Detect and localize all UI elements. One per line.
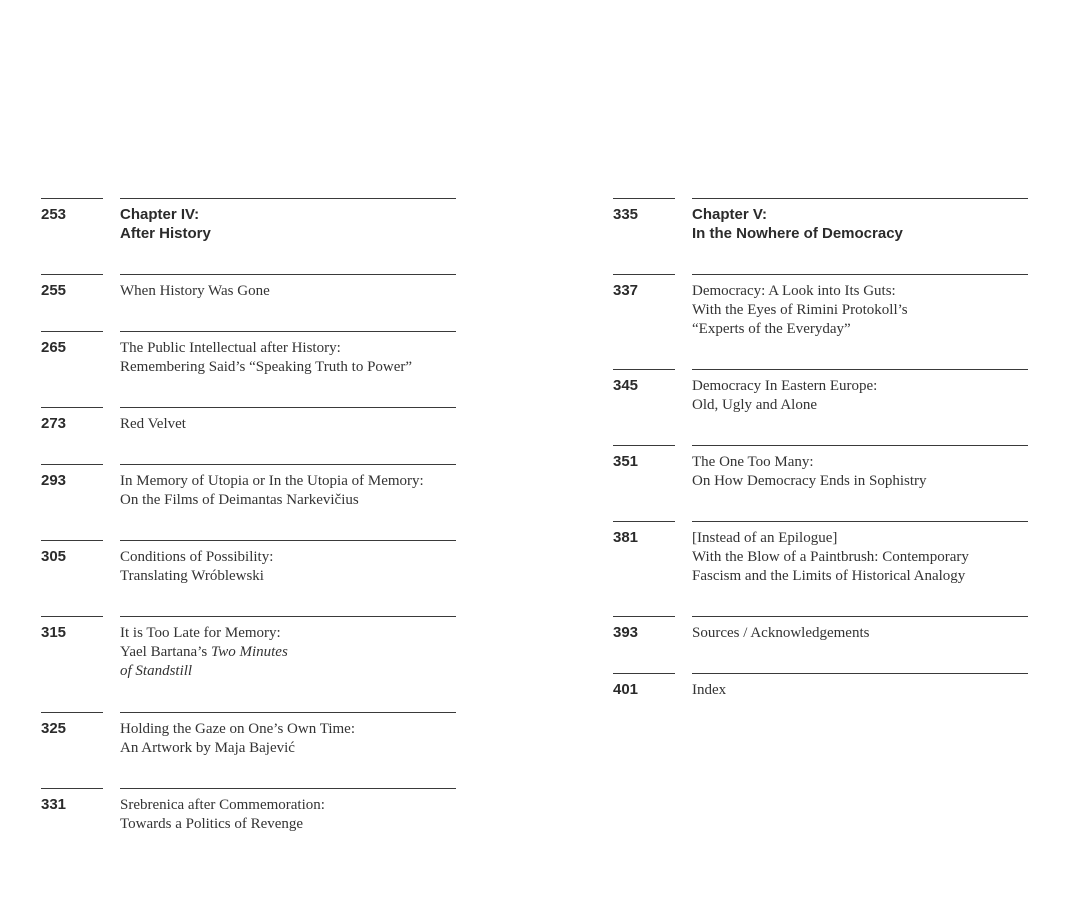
entry-title-line: An Artwork by Maja Bajević	[120, 740, 295, 756]
toc-entry[interactable]	[613, 521, 1028, 616]
chapter-iv-heading	[41, 198, 456, 274]
page-number: 325	[41, 712, 103, 738]
toc-entry[interactable]	[613, 274, 1028, 369]
entry-title-line: [Instead of an Epilogue]	[692, 530, 838, 546]
entry-title-line: When History Was Gone	[120, 283, 270, 299]
page-number: 345	[613, 369, 675, 395]
entry-title	[120, 464, 456, 510]
entry-title-line: Red Velvet	[120, 416, 186, 432]
entry-title	[692, 274, 1028, 339]
toc-entry[interactable]	[41, 616, 456, 712]
toc-entry[interactable]	[41, 274, 456, 331]
entry-title-line: Democracy In Eastern Europe:	[692, 378, 878, 394]
toc-entry[interactable]	[613, 369, 1028, 445]
page-number: 331	[41, 788, 103, 814]
entry-title-line: Index	[692, 682, 727, 698]
artwork-title: Two Minutes	[210, 644, 288, 660]
page-number: 305	[41, 540, 103, 566]
entry-title-line: Remembering Said’s “Speaking Truth to Power”	[120, 359, 413, 375]
entry-title-line: On the Films of Deimantas Narkevičius	[120, 492, 359, 508]
toc-entry[interactable]	[41, 407, 456, 464]
page-number: 335	[613, 198, 675, 224]
page-number: 265	[41, 331, 103, 357]
page-number: 255	[41, 274, 103, 300]
chapter-name: After History	[120, 225, 211, 242]
entry-title	[120, 540, 456, 586]
page-number: 393	[613, 616, 675, 642]
chapter-title	[692, 198, 1028, 243]
toc-entry[interactable]	[41, 540, 456, 616]
entry-title	[120, 712, 456, 758]
entry-title-line: On How Democracy Ends in Sophistry	[692, 473, 927, 489]
page-number: 253	[41, 198, 103, 224]
entry-title	[120, 274, 456, 301]
page-number: 401	[613, 673, 675, 699]
entry-title-line: In Memory of Utopia or In the Utopia of Memory:	[120, 473, 424, 489]
page-number: 273	[41, 407, 103, 433]
entry-title-line: “Experts of the Everyday”	[692, 321, 851, 337]
chapter-title	[120, 198, 456, 243]
entry-title-line: The Public Intellectual after History:	[120, 340, 341, 356]
chapter-v-heading	[613, 198, 1028, 274]
toc-entry[interactable]	[613, 673, 1028, 713]
entry-title-line: Old, Ugly and Alone	[692, 397, 817, 413]
entry-title-line: Translating Wróblewski	[120, 568, 264, 584]
toc-right-column	[613, 198, 1028, 713]
page-number: 315	[41, 616, 103, 642]
toc-entry[interactable]	[613, 445, 1028, 521]
entry-title-line: Holding the Gaze on One’s Own Time:	[120, 721, 355, 737]
entry-title	[120, 616, 456, 681]
entry-title-line: Sources / Acknowledgements	[692, 625, 870, 641]
toc-entry[interactable]	[41, 464, 456, 540]
toc-entry[interactable]	[41, 788, 456, 845]
entry-title-text: Yael Bartana’s	[120, 644, 211, 660]
entry-title-line: It is Too Late for Memory:	[120, 625, 281, 641]
entry-title-line: Srebrenica after Commemoration:	[120, 797, 325, 813]
chapter-name: In the Nowhere of Democracy	[692, 225, 903, 242]
entry-title-line: The One Too Many:	[692, 454, 814, 470]
entry-title-line: Democracy: A Look into Its Guts:	[692, 283, 896, 299]
entry-title	[120, 788, 456, 834]
entry-title-line: Fascism and the Limits of Historical Analogy	[692, 568, 966, 584]
entry-title-line: With the Blow of a Paintbrush: Contemporary	[692, 549, 969, 565]
entry-title-line	[120, 643, 456, 662]
page-number: 293	[41, 464, 103, 490]
toc-entry[interactable]	[613, 616, 1028, 673]
entry-title	[120, 331, 456, 377]
entry-title	[692, 673, 1028, 700]
page-number: 381	[613, 521, 675, 547]
toc-entry[interactable]	[41, 331, 456, 407]
entry-title-line: Conditions of Possibility:	[120, 549, 274, 565]
entry-title	[120, 407, 456, 434]
entry-title	[692, 521, 1028, 586]
page-number: 337	[613, 274, 675, 300]
page-number: 351	[613, 445, 675, 471]
entry-title	[692, 616, 1028, 643]
chapter-label: Chapter V:	[692, 206, 768, 223]
entry-title	[692, 445, 1028, 491]
entry-title-line: Towards a Politics of Revenge	[120, 816, 304, 832]
entry-title-line: With the Eyes of Rimini Protokoll’s	[692, 302, 908, 318]
toc-entry[interactable]	[41, 712, 456, 788]
artwork-title: of Standstill	[120, 663, 193, 679]
toc-left-column	[41, 198, 456, 845]
chapter-label: Chapter IV:	[120, 206, 200, 223]
entry-title	[692, 369, 1028, 415]
